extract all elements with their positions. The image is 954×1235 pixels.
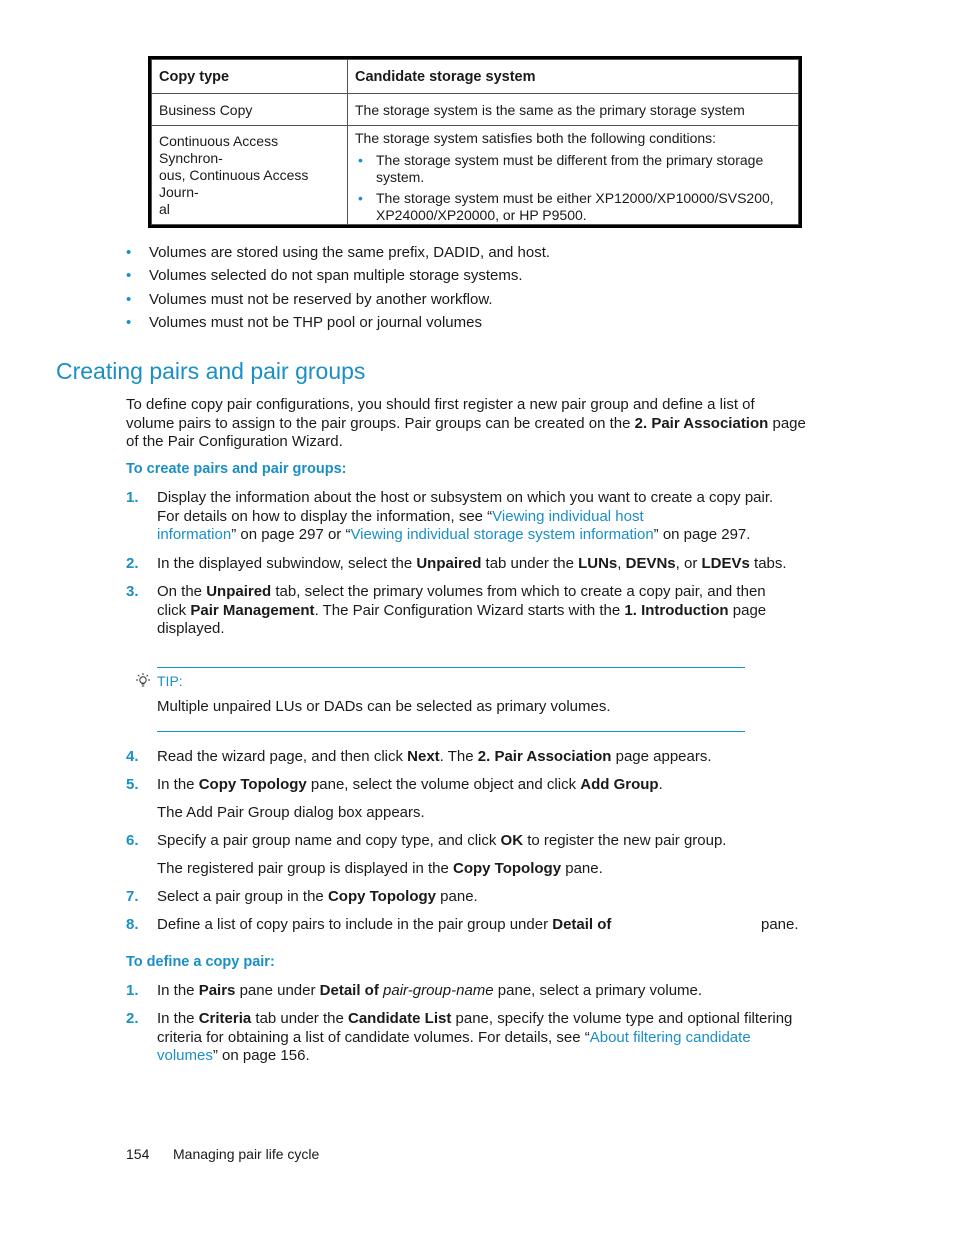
bullet-text: Volumes selected do not span multiple storage systems. <box>149 267 523 284</box>
link-viewing-host[interactable]: Viewing individual host <box>492 507 644 525</box>
table-header-candidate: Candidate storage system <box>348 60 799 94</box>
page-number: 154 <box>126 1146 150 1162</box>
tip-bottom-rule <box>157 731 745 732</box>
table-cell: The storage system is the same as the primary storage system <box>348 94 799 126</box>
link-viewing-host-cont[interactable]: information <box>157 526 232 543</box>
tip-text: Multiple unpaired LUs or DADs can be selected as primary volumes. <box>157 698 611 715</box>
list-item: • The storage system must be different from the primary storage system. <box>355 152 791 186</box>
para-line: of the Pair Configuration Wizard. <box>126 433 343 450</box>
lightbulb-icon <box>134 672 152 690</box>
cell-line: al <box>159 200 170 217</box>
bullet-text: Volumes are stored using the same prefix, DADID, and host. <box>149 244 551 261</box>
cell-line: ous, Continuous Access Journ- <box>159 166 309 200</box>
cell-line: Continuous Access Synchron- <box>159 132 279 166</box>
list-item <box>355 190 791 224</box>
cell-line: The storage system must be either XP12000/XP10000/SVS200, <box>376 190 774 206</box>
table-cell: Business Copy <box>152 94 348 126</box>
footer-title: Managing pair life cycle <box>173 1146 320 1162</box>
procedure-title: To create pairs and pair groups: <box>126 461 347 477</box>
condition-list <box>355 152 791 224</box>
procedure-title-2: To define a copy pair: <box>126 954 275 970</box>
table-row <box>152 94 799 126</box>
tip-label: TIP: <box>157 673 183 689</box>
table-header-copy-type: Copy type <box>152 60 348 94</box>
table-row <box>152 126 799 225</box>
intro-paragraph <box>126 396 816 452</box>
table-cell <box>152 126 348 225</box>
table-cell <box>348 126 799 225</box>
para-line: volume pairs to assign to the pair groups. Pair groups can be created on the 2. Pair Association page <box>126 414 806 432</box>
cell-intro: The storage system satisfies both the following conditions: <box>355 130 717 146</box>
copy-type-table <box>148 56 802 228</box>
para-line: To define copy pair configurations, you should first register a new pair group and define a list of <box>126 396 755 413</box>
cell-line: XP24000/XP20000, or HP P9500. <box>376 207 587 223</box>
link-viewing-storage[interactable]: Viewing individual storage system information <box>350 526 654 543</box>
link-about-filtering-cont[interactable]: volumes <box>157 1047 213 1064</box>
tip-top-rule <box>157 667 745 668</box>
section-title: Creating pairs and pair groups <box>56 358 366 384</box>
bullet-text: Volumes must not be THP pool or journal volumes <box>149 314 482 331</box>
bullet-text: Volumes must not be reserved by another workflow. <box>149 291 493 308</box>
link-about-filtering[interactable]: About filtering candidate <box>589 1028 751 1046</box>
